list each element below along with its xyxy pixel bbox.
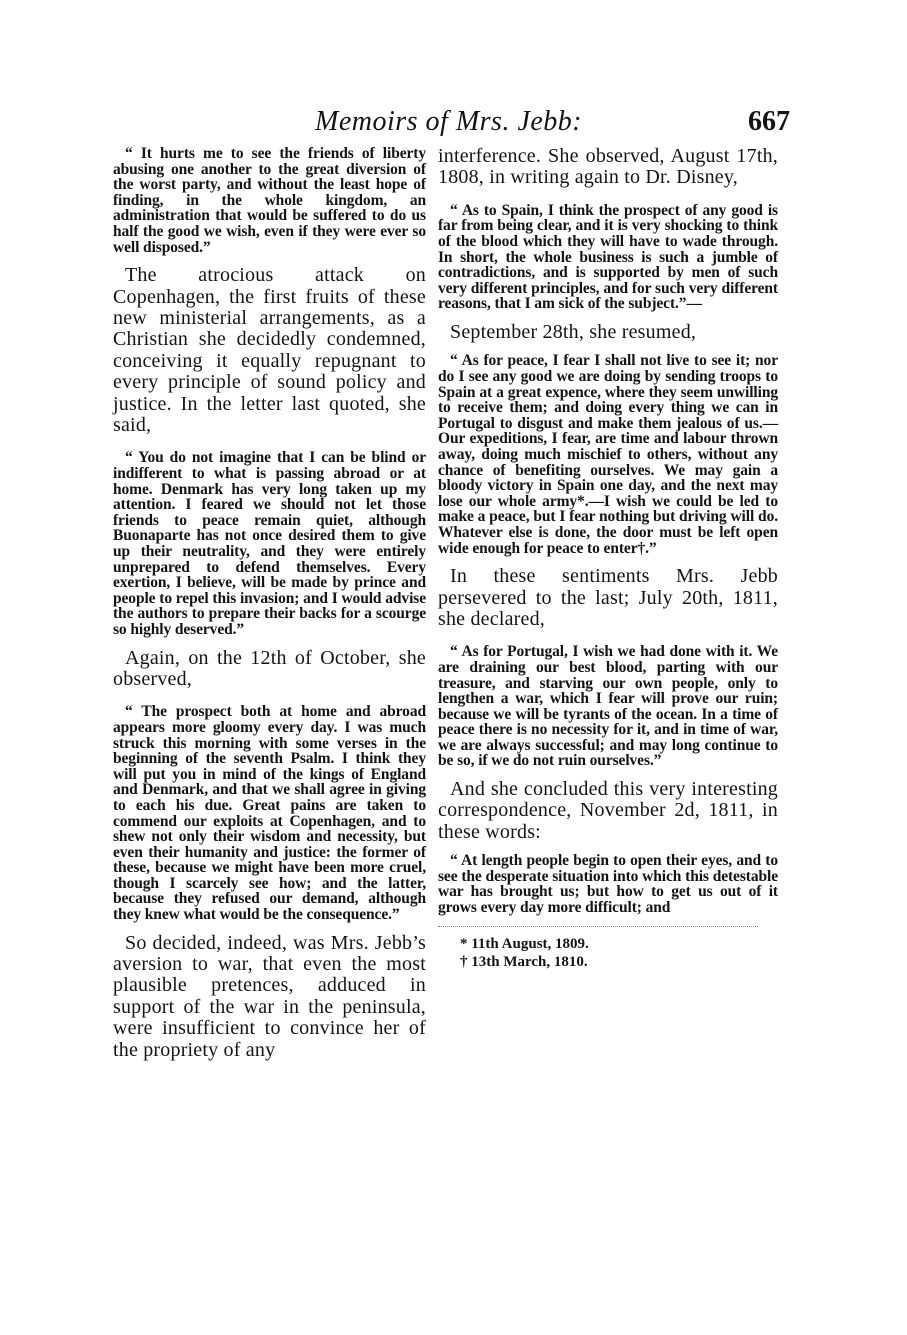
- body-paragraph: Again, on the 12th of October, she observed,: [113, 646, 426, 690]
- page-number: 667: [748, 106, 790, 137]
- running-title: Memoirs of Mrs. Jebb:: [315, 106, 583, 137]
- footnote-divider: [438, 926, 758, 927]
- body-paragraph: And she concluded this very interesting correspondence, November 2d, 1811, in these words:: [438, 778, 778, 843]
- body-paragraph: In these sentiments Mrs. Jebb persevered to the last; July 20th, 1811, she declared,: [438, 565, 778, 630]
- quote-block: “ As for Portugal, I wish we had done with it. We are draining our best blood, parting with our treasure, and starving our own people, only to lengthen a war, which I fear will prove our ruin; because we will be tyrants of the ocean. In a time of peace there is no necessity for it, and in time of war, we are always successful; and may long continue to be so, if we do not ruin ourselves.”: [438, 643, 778, 770]
- body-paragraph: September 28th, she resumed,: [450, 320, 697, 343]
- right-column: [438, 146, 778, 971]
- quote-block: “ It hurts me to see the friends of liberty abusing one another to the great diversion of the worst party, and without the least hope of finding, in the whole kingdom, an administration that would be suffered to do us half the good we wish, even if they were ever so well disposed.”: [113, 145, 426, 256]
- quote-block: “ The prospect both at home and abroad appears more gloomy every day. I was much struck this morning with some verses in the beginning of the seventh Psalm. I think they will put you in mind of the kings of England and Denmark, and that we shall agree in giving to each his due. Great pains are taken to commend our exploits at Copenhagen, and to shew not only their wisdom and necessity, but even their humanity and justice: the former of these, because we might have been more cruel, though I scarcely see how; and the latter, because they refused our demand, although they knew what would be the consequence.”: [113, 703, 426, 924]
- body-paragraph: interference. She observed, August 17th, 1808, in writing again to Dr. Disney,: [438, 145, 778, 189]
- body-paragraph: So decided, indeed, was Mrs. Jebb’s aversion to war, that even the most plausible pretences, adduced in support of the war in the peninsula, were insufficient to convince her of the propriety of any: [113, 931, 426, 1061]
- quote-block: “ As for peace, I fear I shall not live to see it; nor do I see any good we are doing by sending troops to Spain at a great expence, where they seem unwilling to receive them; and doing every thing we can in Portugal to disgust and make them jealous of us.—Our expeditions, I fear, are time and labour thrown away, doing much mischief to others, without any chance of benefiting ourselves. We may gain a bloody victory in Spain one day, and the next may lose our whole army*.—I wish we could be led to make a peace, but I fear nothing but driving will do. Whatever else is done, the door must be left open wide enough for peace to enter†.”: [438, 352, 778, 557]
- page-header: [100, 106, 790, 146]
- left-column: [113, 146, 426, 1061]
- quote-block: “ You do not imagine that I can be blind or indifferent to what is passing abroad or at home. Denmark has very long taken up my attention. I feared we should not let those friends to peace remain quiet, although Buonaparte has not once desired them to give up their neutrality, and they were entirely unprepared to defend themselves. Every exertion, I believe, will be made by prince and people to repel this invasion; and I would advise the authors to prepare their backs for a scourge so highly deserved.”: [113, 449, 426, 638]
- footnote: † 13th March, 1810.: [460, 953, 588, 970]
- footnotes: [438, 935, 778, 971]
- body-paragraph: The atrocious attack on Copenhagen, the first fruits of these new ministerial arrangements, as a Christian she decidedly condemned, conceiving it equally repugnant to every principle of sound policy and justice. In the letter last quoted, she said,: [113, 264, 426, 436]
- quote-block: “ As to Spain, I think the prospect of any good is far from being clear, and it is very shocking to think of the blood which they will have to wade through. In short, the whole business is such a jumble of contradictions, and is supported by men of such very different principles, and for such very different reasons, that I am sick of the subject.”—: [438, 201, 778, 313]
- footnote: * 11th August, 1809.: [460, 935, 589, 952]
- quote-block: “ At length people begin to open their eyes, and to see the desperate situation into which this detestable war has brought us; but how to get us out of it grows every day more difficult; and: [438, 852, 778, 917]
